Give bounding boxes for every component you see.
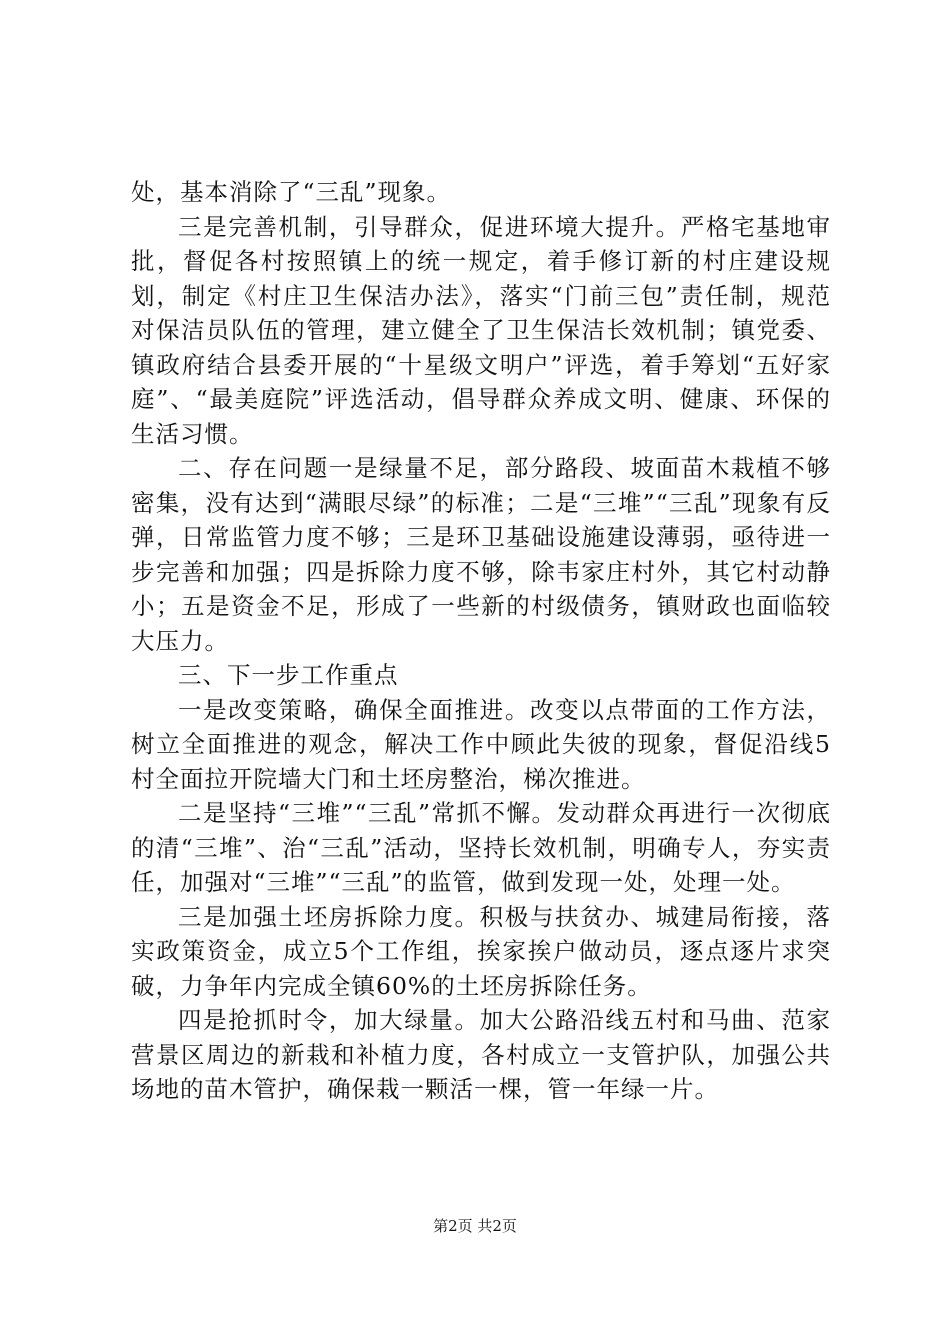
paragraph-change-strategy: 一是改变策略，确保全面推进。改变以点带面的工作方法，树立全面推进的观念，解决工作中顾此失彼的现象，督促沿线5村全面拉开院墙大门和土坯房整治，梯次推进。 — [131, 695, 831, 793]
paragraph-existing-problems: 二、存在问题一是绿量不足，部分路段、坡面苗木栽植不够密集，没有达到“满眼尽绿”的标准；二是“三堆”“三乱”现象有反弹，日常监管力度不够；三是环卫基础设施建设薄弱，亟待进一步完善和加强；四是拆除力度不够，除韦家庄村外，其它村动静小；五是资金不足，形成了一些新的村级债务，镇财政也面临较大压力。 — [131, 454, 831, 655]
paragraph-persist-cleanup: 二是坚持“三堆”“三乱”常抓不懈。发动群众再进行一次彻底的清“三堆”、治“三乱”活动，坚持长效机制，明确专人，夯实责任，加强对“三堆”“三乱”的监管，做到发现一处，处理一处。 — [131, 799, 831, 896]
paragraph-improve-mechanism: 三是完善机制，引导群众，促进环境大提升。严格宅基地审批，督促各村按照镇上的统一规定，着手修订新的村庄建设规划，制定《村庄卫生保洁办法》，落实“门前三包”责任制，规范对保洁员队伍的管理，建立健全了卫生保洁长效机制；镇党委、镇政府结合县委开展的“十星级文明户”评选，着手筹划“五好家庭”、“最美庭院”评选活动，倡导群众养成文明、健康、环保的生活习惯。 — [131, 212, 831, 448]
paragraph-greening: 四是抢抓时令，加大绿量。加大公路沿线五村和马曲、范家营景区周边的新栽和补植力度，各村成立一支管护队，加强公共场地的苗木管护，确保栽一颗活一棵，管一年绿一片。 — [131, 1006, 831, 1103]
paragraph-continuation: 处，基本消除了“三乱”现象。 — [131, 178, 452, 206]
section-heading-next-steps: 三、下一步工作重点 — [178, 661, 399, 689]
paragraph-demolition: 三是加强土坯房拆除力度。积极与扶贫办、城建局衔接，落实政策资金，成立5个工作组，挨家挨户做动员，逐点逐片求突破，力争年内完成全镇60%的土坯房拆除任务。 — [131, 902, 831, 1000]
page-footer: 第2页 共2页 — [433, 1217, 517, 1235]
document-body — [131, 175, 831, 1107]
